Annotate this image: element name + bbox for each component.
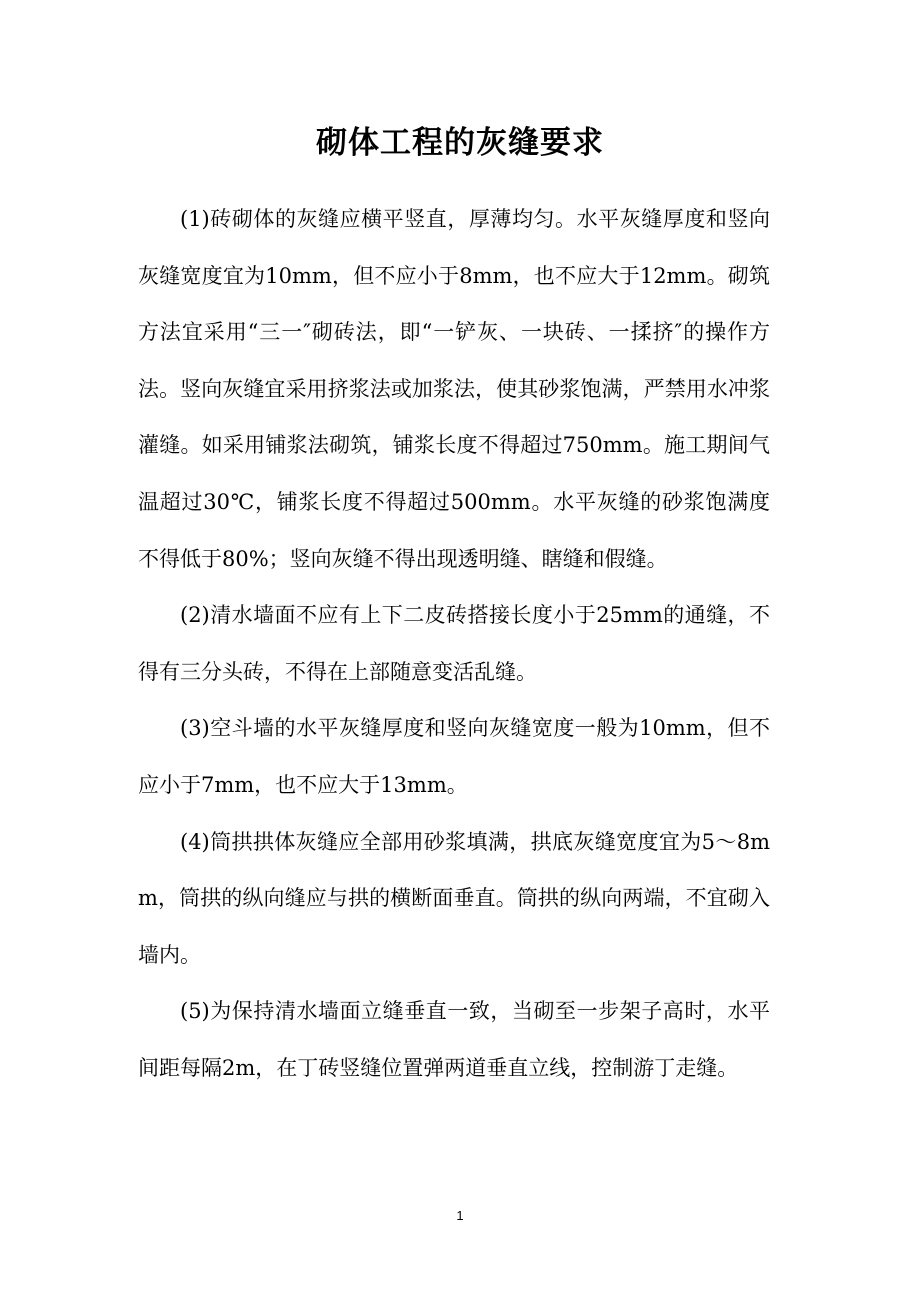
- document-body: [138, 191, 770, 1097]
- paragraph-1: (1)砖砌体的灰缝应横平竖直，厚薄均匀。水平灰缝厚度和竖向灰缝宽度宜为10mm，但不应小于8mm，也不应大于12mm。砌筑方法宜采用“三一″砌砖法，即“一铲灰、一块砖、一揉挤″的操作方法。竖向灰缝宜采用挤浆法或加浆法，使其砂浆饱满，严禁用水冲浆灌缝。如采用铺浆法砌筑，铺浆长度不得超过750mm。施工期间气温超过30℃，铺浆长度不得超过500mm。水平灰缝的砂浆饱满度不得低于80%；竖向灰缝不得出现透明缝、瞎缝和假缝。: [138, 207, 770, 571]
- paragraph-2: (2)清水墙面不应有上下二皮砖搭接长度小于25mm的通缝，不得有三分头砖，不得在上部随意变活乱缝。: [138, 603, 770, 684]
- paragraph-3: (3)空斗墙的水平灰缝厚度和竖向灰缝宽度一般为10mm，但不应小于7mm，也不应大于13mm。: [138, 716, 770, 797]
- document-title: 砌体工程的灰缝要求: [316, 125, 604, 161]
- paragraph-4: (4)筒拱拱体灰缝应全部用砂浆填满，拱底灰缝宽度宜为5～8mm，筒拱的纵向缝应与拱的横断面垂直。筒拱的纵向两端，不宜砌入墙内。: [138, 829, 770, 967]
- page-number: 1: [456, 1208, 464, 1223]
- paragraph-5: (5)为保持清水墙面立缝垂直一致，当砌至一步架子高时，水平间距每隔2m，在丁砖竖缝位置弹两道垂直立线，控制游丁走缝。: [138, 999, 770, 1080]
